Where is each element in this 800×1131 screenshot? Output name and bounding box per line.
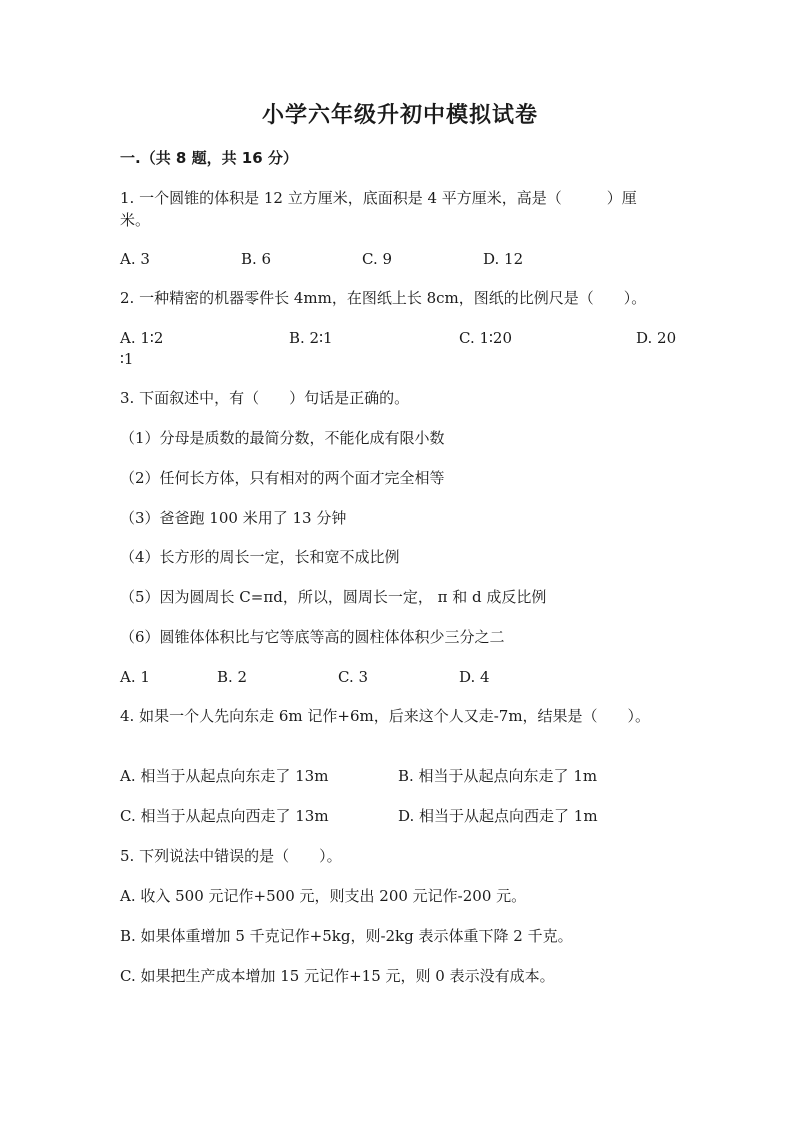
question-4-option-d: D. 相当于从起点向西走了 1m <box>398 807 598 825</box>
question-4-stem: 4. 如果一个人先向东走 6m 记作+6m，后来这个人又走-7m，结果是（ ）。 <box>120 707 651 725</box>
question-3-option-c: C. 3 <box>338 668 369 686</box>
question-1-option-b: B. 6 <box>241 250 272 268</box>
question-3-item-4: （4）长方形的周长一定，长和宽不成比例 <box>120 548 400 566</box>
question-3-option-d: D. 4 <box>459 668 490 686</box>
question-1-option-d: D. 12 <box>483 250 524 268</box>
question-1-option-c: C. 9 <box>362 250 393 268</box>
question-5-stem: 5. 下列说法中错误的是（ ）。 <box>120 847 342 865</box>
question-2-option-d: D. 20 <box>636 329 677 347</box>
question-3-item-2: （2）任何长方体，只有相对的两个面才完全相等 <box>120 469 445 487</box>
question-3-item-3: （3）爸爸跑 100 米用了 13 分钟 <box>120 509 347 527</box>
question-2-option-c: C. 1∶20 <box>459 329 513 347</box>
page-title: 小学六年级升初中模拟试卷 <box>261 103 538 128</box>
question-3-item-5: （5）因为圆周长 C=πd，所以，圆周长一定， π 和 d 成反比例 <box>120 588 547 606</box>
question-2-option-d-wrap: ∶1 <box>120 350 134 368</box>
section-heading: 一.（共 8 题，共 16 分） <box>120 149 298 167</box>
question-3-item-6: （6）圆锥体体积比与它等底等高的圆柱体体积少三分之二 <box>120 628 505 646</box>
question-4-option-b: B. 相当于从起点向东走了 1m <box>398 767 598 785</box>
question-3-option-b: B. 2 <box>217 668 248 686</box>
question-4-option-c: C. 相当于从起点向西走了 13m <box>120 807 329 825</box>
question-1-option-a: A. 3 <box>120 250 150 268</box>
question-5-option-b: B. 如果体重增加 5 千克记作+5kg，则-2kg 表示体重下降 2 千克。 <box>120 927 573 945</box>
question-1-stem: 1. 一个圆锥的体积是 12 立方厘米，底面积是 4 平方厘米，高是（ ）厘 <box>120 189 637 207</box>
question-4-option-a: A. 相当于从起点向东走了 13m <box>120 767 329 785</box>
question-5-option-c: C. 如果把生产成本增加 15 元记作+15 元，则 0 表示没有成本。 <box>120 967 555 985</box>
question-3-stem: 3. 下面叙述中，有（ ）句话是正确的。 <box>120 389 410 407</box>
question-2-option-b: B. 2∶1 <box>289 329 333 347</box>
question-2-option-a: A. 1∶2 <box>120 329 164 347</box>
question-5-option-a: A. 收入 500 元记作+500 元，则支出 200 元记作-200 元。 <box>120 887 527 905</box>
question-2-stem: 2. 一种精密的机器零件长 4mm，在图纸上长 8cm，图纸的比例尺是（ ）。 <box>120 289 647 307</box>
question-1-stem-cont: 米。 <box>120 211 151 229</box>
question-3-option-a: A. 1 <box>120 668 150 686</box>
question-3-item-1: （1）分母是质数的最简分数，不能化成有限小数 <box>120 429 445 447</box>
